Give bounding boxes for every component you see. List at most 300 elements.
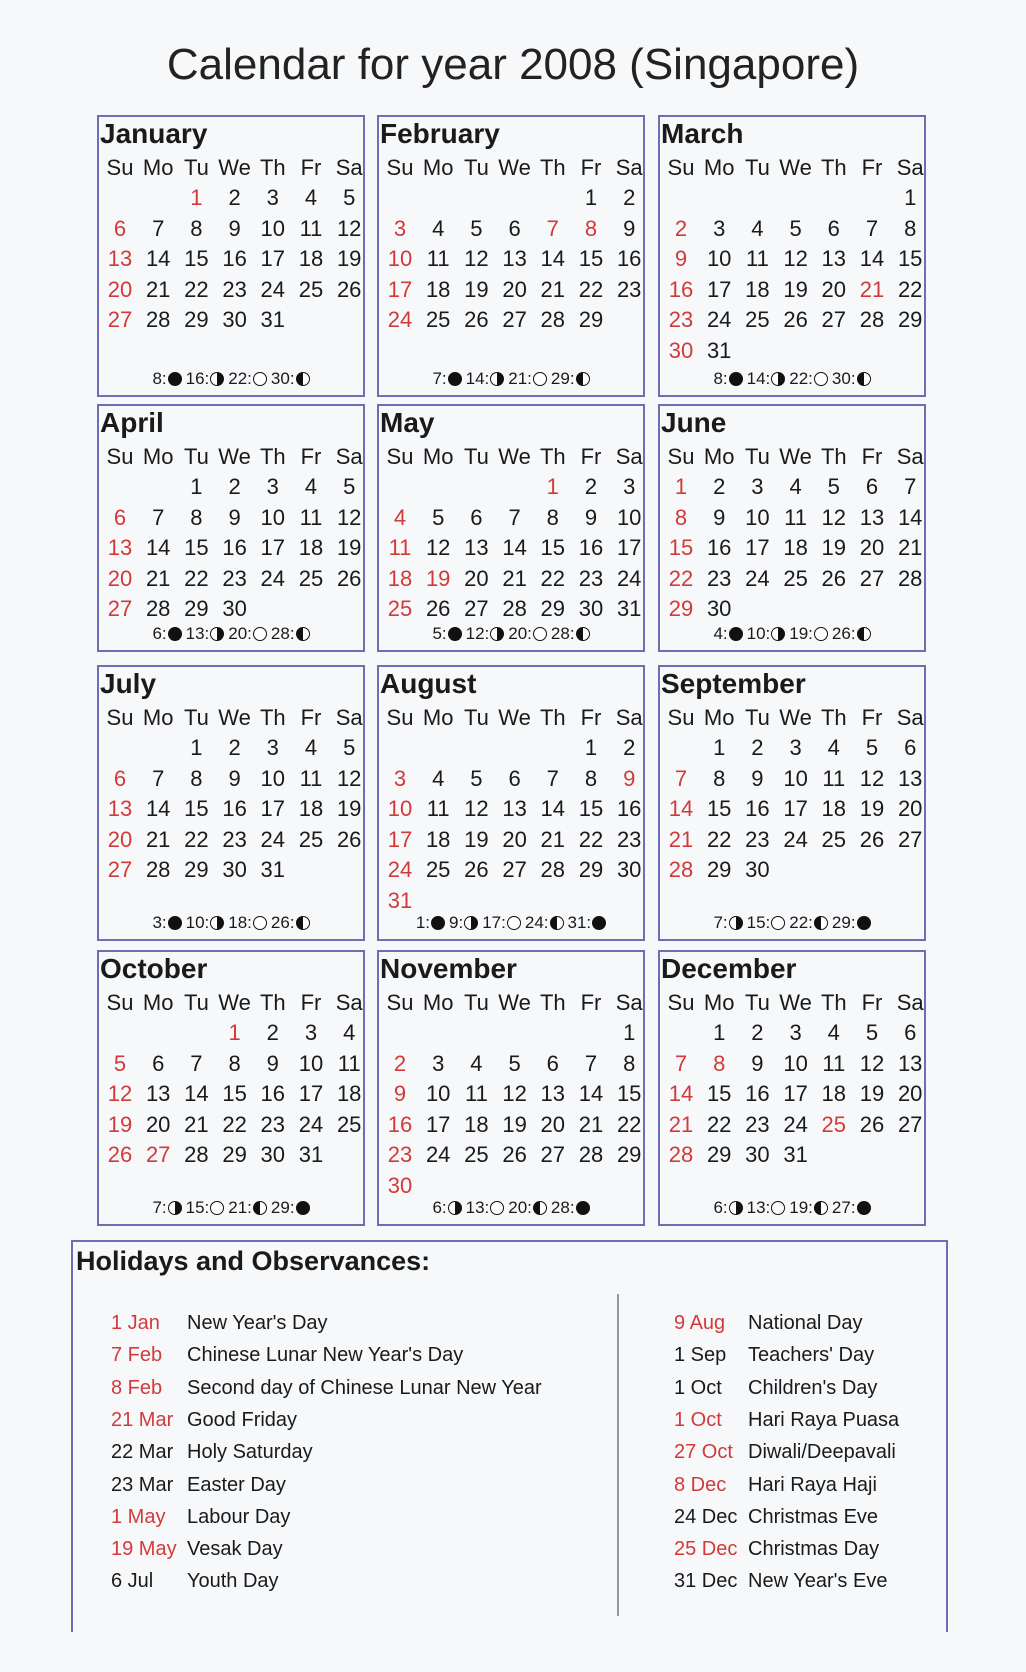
month-name: December — [661, 953, 797, 984]
moon-phase — [449, 913, 482, 933]
day-cell: 3 — [789, 1020, 802, 1045]
weekday-header: Tu — [463, 990, 489, 1015]
day-cell: 19 — [783, 276, 808, 302]
weekday-header: Fr — [580, 705, 602, 730]
day-cell: 12 — [425, 535, 451, 560]
day-cell: 18 — [425, 826, 451, 852]
day-cell: 19 — [859, 1081, 885, 1106]
day-cell: 28 — [668, 1142, 694, 1167]
day-cell: 24 — [616, 565, 642, 591]
day-cell: 30 — [222, 857, 247, 882]
day-cell: 4 — [343, 1020, 356, 1045]
day-cell: 19 — [464, 276, 489, 302]
full-moon-icon — [814, 627, 828, 641]
moon-phases — [660, 369, 928, 389]
day-cell: 23 — [222, 565, 247, 591]
weekday-header: Fr — [861, 705, 883, 730]
weekday-header: Su — [667, 705, 695, 730]
holiday-date: 1 Sep — [674, 1344, 727, 1367]
day-cell: 26 — [859, 1111, 885, 1137]
full-moon-icon — [490, 1201, 504, 1215]
day-cell: 1 — [904, 185, 917, 210]
last-quarter-icon — [814, 916, 828, 930]
moon-phase — [186, 913, 229, 933]
day-cell: 30 — [578, 596, 604, 621]
day-cell: 17 — [425, 1111, 451, 1137]
day-cell: 14 — [540, 796, 566, 821]
holiday-date: 25 Dec — [674, 1538, 738, 1561]
day-cell: 13 — [145, 1081, 171, 1106]
moon-phase — [466, 369, 509, 389]
moon-phases — [660, 913, 928, 933]
weekday-header: Sa — [335, 705, 363, 730]
day-cell: 13 — [107, 246, 133, 271]
holiday-name: Holy Saturday — [187, 1441, 313, 1464]
day-cell: 5 — [789, 215, 802, 241]
day-cell: 14 — [502, 535, 527, 560]
weekday-header: We — [498, 990, 531, 1015]
month-march — [658, 115, 926, 397]
full-moon-icon — [253, 372, 267, 386]
day-cell: 13 — [897, 765, 923, 791]
day-cell: 7 — [584, 1050, 598, 1076]
moon-day: 28: — [550, 624, 575, 643]
holiday-name: Children's Day — [748, 1376, 878, 1399]
weekday-header: Mo — [422, 444, 454, 469]
first-quarter-icon — [771, 627, 785, 641]
day-cell: 7 — [152, 504, 165, 530]
moon-phase — [228, 1198, 271, 1218]
new-moon-icon — [729, 627, 743, 641]
day-cell: 14 — [145, 796, 171, 821]
day-cell: 31 — [298, 1142, 324, 1167]
day-cell: 20 — [107, 826, 133, 852]
day-cell: 31 — [387, 887, 413, 913]
full-moon-icon — [253, 627, 267, 641]
full-moon-icon — [533, 372, 547, 386]
weekday-header: Su — [667, 990, 695, 1015]
holiday-row — [111, 1312, 511, 1335]
day-cell: 4 — [304, 474, 318, 499]
weekday-header: Su — [106, 444, 134, 469]
holiday-date: 23 Mar — [111, 1473, 174, 1496]
day-cell: 29 — [540, 596, 566, 621]
day-cell: 7 — [152, 765, 165, 791]
moon-phases — [379, 369, 647, 389]
day-cell: 4 — [432, 765, 445, 791]
first-quarter-icon — [729, 1201, 743, 1215]
moon-day: 3: — [152, 913, 167, 932]
day-cell: 6 — [508, 765, 521, 791]
day-cell: 14 — [184, 1081, 209, 1106]
holiday-date: 21 Mar — [111, 1408, 174, 1431]
day-cell: 24 — [387, 857, 413, 882]
day-cell: 8 — [190, 765, 203, 791]
weekday-header: Tu — [744, 990, 770, 1015]
day-cell: 2 — [266, 1020, 279, 1045]
weekday-header: We — [498, 444, 531, 469]
day-cell: 11 — [299, 504, 323, 530]
holiday-name: Vesak Day — [187, 1538, 283, 1561]
full-moon-icon — [533, 627, 547, 641]
day-cell: 14 — [578, 1081, 604, 1106]
holiday-name: Youth Day — [187, 1570, 279, 1593]
holidays-title: Holidays and Observances: — [76, 1246, 431, 1276]
day-cell: 20 — [502, 276, 527, 302]
first-quarter-icon — [490, 372, 504, 386]
day-cell: 22 — [184, 276, 209, 302]
day-cell: 26 — [336, 826, 362, 852]
moon-day: 20: — [508, 1198, 532, 1217]
moon-phase — [432, 369, 465, 389]
day-cell: 24 — [783, 826, 808, 852]
day-cell: 24 — [260, 565, 286, 591]
weekday-header: Sa — [615, 705, 643, 730]
day-cell: 8 — [584, 765, 598, 791]
holiday-name: Hari Raya Puasa — [748, 1408, 900, 1431]
new-moon-icon — [168, 372, 182, 386]
weekday-header: We — [218, 990, 251, 1015]
day-cell: 1 — [190, 474, 203, 499]
day-cell: 11 — [745, 246, 769, 271]
day-cell: 25 — [387, 596, 413, 621]
new-moon-icon — [576, 1201, 590, 1215]
moon-phase — [152, 1198, 185, 1218]
day-cell: 10 — [616, 504, 642, 530]
moon-day: 27: — [831, 1198, 856, 1217]
day-cell: 3 — [266, 474, 279, 499]
moon-phases — [660, 1198, 928, 1218]
day-cell: 15 — [222, 1081, 247, 1106]
last-quarter-icon — [296, 916, 310, 930]
month-name: January — [100, 118, 208, 149]
day-cell: 18 — [425, 276, 451, 302]
moon-phase — [551, 369, 594, 389]
weekday-header: Sa — [335, 444, 363, 469]
day-cell: 18 — [298, 796, 324, 821]
day-cell: 3 — [713, 215, 726, 241]
day-cell: 12 — [859, 765, 885, 791]
first-quarter-icon — [448, 1201, 462, 1215]
day-cell: 21 — [859, 276, 885, 302]
holiday-name: New Year's Eve — [748, 1570, 888, 1593]
day-cell: 25 — [783, 565, 808, 591]
day-cell: 4 — [470, 1050, 483, 1076]
month-september — [658, 665, 926, 941]
full-moon-icon — [507, 916, 521, 930]
day-cell: 6 — [904, 735, 917, 760]
day-cell: 25 — [821, 1111, 847, 1137]
day-cell: 26 — [464, 857, 489, 882]
day-cell: 20 — [540, 1111, 566, 1137]
day-cell: 22 — [184, 565, 209, 591]
day-cell: 8 — [190, 215, 203, 241]
day-cell: 2 — [713, 474, 726, 499]
day-cell: 27 — [540, 1142, 566, 1167]
weekday-header: Su — [106, 155, 134, 180]
holiday-date: 27 Oct — [674, 1441, 733, 1464]
day-cell: 24 — [745, 565, 770, 591]
month-name: November — [380, 953, 517, 984]
last-quarter-icon — [814, 1201, 828, 1215]
day-cell: 3 — [623, 474, 636, 499]
day-cell: 1 — [713, 735, 726, 760]
moon-phase — [789, 913, 832, 933]
weekday-header: Tu — [744, 155, 770, 180]
day-cell: 29 — [706, 1142, 732, 1167]
moon-day: 6: — [713, 1198, 728, 1217]
moon-day: 7: — [152, 1198, 167, 1217]
day-cell: 18 — [464, 1111, 489, 1137]
moon-phase — [186, 1198, 229, 1218]
day-cell: 10 — [783, 1050, 808, 1076]
day-cell: 11 — [426, 246, 450, 271]
moon-phase — [228, 369, 271, 389]
month-august — [377, 665, 645, 941]
day-cell: 19 — [336, 535, 362, 560]
weekday-header: Th — [259, 155, 286, 180]
day-cell: 15 — [540, 535, 566, 560]
moon-phase — [152, 369, 185, 389]
day-cell: 13 — [897, 1050, 923, 1076]
weekday-header: Mo — [422, 990, 454, 1015]
day-cell: 2 — [623, 735, 636, 760]
day-cell: 16 — [745, 1081, 770, 1106]
holiday-date: 9 Aug — [674, 1312, 726, 1334]
first-quarter-icon — [210, 372, 224, 386]
day-cell: 26 — [502, 1142, 527, 1167]
day-cell: 23 — [222, 826, 247, 852]
day-cell: 20 — [464, 565, 489, 591]
day-cell: 22 — [578, 276, 604, 302]
weekday-header: We — [498, 155, 531, 180]
day-cell: 5 — [865, 1020, 879, 1045]
month-october — [97, 950, 365, 1226]
day-cell: 6 — [904, 1020, 917, 1045]
month-april — [97, 404, 365, 652]
day-cell: 10 — [260, 215, 286, 241]
day-cell: 31 — [706, 337, 732, 363]
weekday-header: Mo — [703, 990, 735, 1015]
day-cell: 12 — [107, 1081, 133, 1106]
month-name: October — [100, 953, 208, 984]
day-cell: 2 — [228, 474, 241, 499]
moon-phases — [379, 624, 647, 644]
day-cell: 1 — [190, 735, 203, 760]
weekday-header: Sa — [615, 155, 643, 180]
moon-phases — [379, 913, 647, 933]
day-cell: 28 — [145, 596, 171, 621]
day-cell: 11 — [299, 765, 323, 791]
weekday-header: Fr — [300, 705, 322, 730]
weekday-header: We — [779, 990, 812, 1015]
day-cell: 17 — [260, 796, 286, 821]
new-moon-icon — [729, 372, 743, 386]
day-cell: 17 — [745, 535, 770, 560]
holiday-date: 8 Feb — [111, 1376, 163, 1399]
day-cell: 21 — [145, 276, 171, 302]
last-quarter-icon — [857, 372, 871, 386]
day-cell: 11 — [388, 535, 412, 560]
weekday-header: Su — [667, 444, 695, 469]
weekday-header: Tu — [463, 155, 489, 180]
moon-phases — [99, 1198, 367, 1218]
day-cell: 30 — [745, 857, 770, 882]
day-cell: 16 — [668, 276, 694, 302]
day-cell: 15 — [578, 246, 604, 271]
moon-day: 18: — [228, 913, 252, 932]
day-cell: 5 — [470, 215, 483, 241]
day-cell: 6 — [113, 504, 127, 530]
weekday-header: Th — [820, 444, 847, 469]
moon-day: 28: — [270, 624, 295, 643]
page-title: Calendar for year 2008 (Singapore) — [166, 40, 860, 89]
weekday-header: Su — [386, 155, 414, 180]
day-cell: 14 — [668, 796, 694, 821]
holiday-date: 6 Jul — [111, 1570, 154, 1593]
day-cell: 22 — [668, 565, 694, 591]
day-cell: 4 — [751, 215, 764, 241]
weekday-header: Th — [259, 705, 286, 730]
day-cell: 12 — [464, 796, 489, 821]
day-cell: 9 — [584, 504, 598, 530]
day-cell: 22 — [706, 1111, 732, 1137]
holiday-name: New Year's Day — [187, 1312, 328, 1334]
moon-phase — [508, 369, 551, 389]
day-cell: 22 — [222, 1111, 247, 1137]
moon-day: 30: — [270, 369, 295, 388]
month-may — [377, 404, 645, 652]
moon-phase — [832, 1198, 875, 1218]
day-cell: 3 — [304, 1020, 318, 1045]
day-cell: 20 — [897, 796, 923, 821]
weekday-header: Sa — [896, 444, 924, 469]
day-cell: 4 — [827, 1020, 840, 1045]
day-cell: 23 — [616, 276, 642, 302]
moon-day: 15: — [185, 1198, 210, 1217]
holiday-date: 24 Dec — [674, 1505, 738, 1528]
day-cell: 3 — [266, 185, 279, 210]
moon-day: 17: — [482, 913, 506, 932]
holiday-name: Christmas Eve — [748, 1505, 879, 1528]
day-cell: 27 — [145, 1142, 171, 1167]
day-cell: 3 — [432, 1050, 445, 1076]
moon-phase — [186, 369, 229, 389]
day-cell: 9 — [751, 765, 764, 791]
weekday-header: Sa — [896, 990, 924, 1015]
holiday-name: Hari Raya Haji — [748, 1473, 877, 1496]
weekday-header: Fr — [300, 990, 322, 1015]
day-cell: 18 — [298, 535, 324, 560]
day-cell: 2 — [584, 474, 598, 499]
moon-phase — [832, 624, 875, 644]
day-cell: 27 — [502, 857, 527, 882]
holiday-row — [111, 1441, 511, 1464]
moon-day: 13: — [465, 1198, 490, 1217]
day-cell: 19 — [859, 796, 885, 821]
day-cell: 24 — [706, 307, 732, 332]
holiday-date: 31 Dec — [674, 1570, 738, 1593]
holiday-date: 1 Oct — [674, 1408, 722, 1431]
day-cell: 14 — [540, 246, 566, 271]
day-cell: 22 — [897, 276, 923, 302]
day-cell: 24 — [260, 276, 286, 302]
holiday-row — [674, 1441, 1026, 1464]
moon-day: 21: — [508, 369, 532, 388]
day-cell: 15 — [706, 796, 732, 821]
month-november — [377, 950, 645, 1226]
day-cell: 20 — [145, 1111, 171, 1137]
moon-phase — [228, 624, 271, 644]
day-cell: 9 — [713, 504, 726, 530]
holiday-row — [674, 1344, 1026, 1367]
holiday-row — [674, 1506, 1026, 1529]
moon-day: 26: — [270, 913, 295, 932]
moon-phases — [660, 624, 928, 644]
day-cell: 3 — [266, 735, 279, 760]
day-cell: 19 — [336, 796, 362, 821]
day-cell: 12 — [821, 504, 847, 530]
day-cell: 30 — [616, 857, 642, 882]
day-cell: 19 — [464, 826, 489, 852]
moon-day: 13: — [185, 624, 210, 643]
day-cell: 23 — [387, 1142, 413, 1167]
day-cell: 12 — [859, 1050, 885, 1076]
day-cell: 30 — [668, 337, 694, 363]
moon-day: 31: — [567, 913, 592, 932]
moon-phase — [432, 624, 465, 644]
weekday-header: Th — [539, 155, 566, 180]
day-cell: 25 — [298, 826, 324, 852]
day-cell: 4 — [304, 735, 318, 760]
day-cell: 6 — [865, 474, 879, 499]
last-quarter-icon — [296, 627, 310, 641]
month-name: April — [100, 407, 164, 438]
weekday-header: Fr — [580, 990, 602, 1015]
day-cell: 30 — [260, 1142, 286, 1167]
day-cell: 10 — [783, 765, 808, 791]
day-cell: 31 — [260, 857, 286, 882]
day-cell: 26 — [859, 826, 885, 852]
day-cell: 9 — [751, 1050, 764, 1076]
weekday-header: Tu — [183, 705, 209, 730]
day-cell: 7 — [508, 504, 521, 530]
moon-day: 20: — [228, 624, 252, 643]
moon-phase — [832, 913, 875, 933]
day-cell: 3 — [789, 735, 802, 760]
day-cell: 25 — [336, 1111, 362, 1137]
holiday-name: Easter Day — [187, 1473, 286, 1496]
day-cell: 27 — [502, 307, 527, 332]
weekday-header: We — [779, 444, 812, 469]
day-cell: 27 — [107, 857, 133, 882]
day-cell: 31 — [783, 1142, 808, 1167]
moon-day: 21: — [228, 1198, 252, 1217]
moon-day: 19: — [789, 624, 813, 643]
day-cell: 14 — [859, 246, 885, 271]
moon-phase — [508, 624, 551, 644]
moon-day: 22: — [228, 369, 252, 388]
day-cell: 6 — [113, 765, 127, 791]
day-cell: 7 — [152, 215, 165, 241]
day-cell: 12 — [336, 215, 362, 241]
day-cell: 23 — [578, 565, 604, 591]
day-cell: 26 — [425, 596, 451, 621]
day-cell: 25 — [464, 1142, 489, 1167]
holiday-name: Diwali/Deepavali — [748, 1441, 896, 1464]
day-cell: 7 — [546, 215, 559, 241]
last-quarter-icon — [550, 916, 564, 930]
